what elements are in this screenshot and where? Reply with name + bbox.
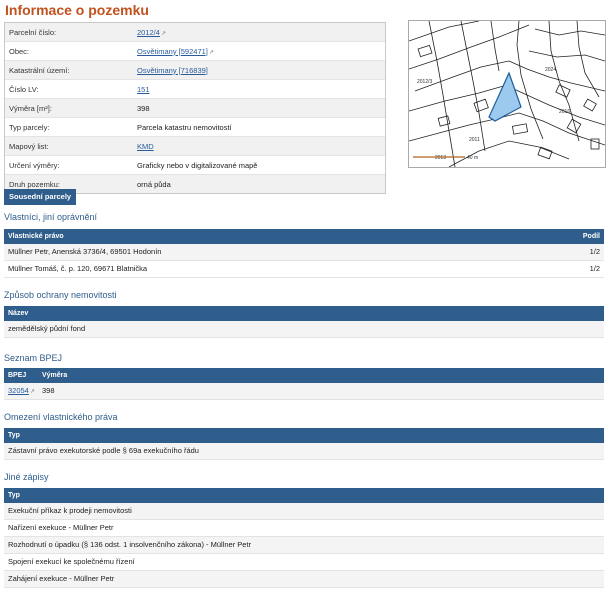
owners-col-share: Podíl: [582, 233, 600, 240]
info-row: [5, 137, 385, 156]
info-row: [5, 23, 385, 42]
owner-name: Müllner Petr, Anenská 3736/4, 69501 Hodonín: [8, 247, 162, 256]
info-value-link[interactable]: KMD: [137, 141, 154, 151]
info-row: [5, 156, 385, 175]
bpej-table: [4, 368, 604, 400]
info-value: Parcela katastru nemovitostí: [137, 122, 232, 132]
external-link-icon: ↗: [160, 30, 166, 37]
protection-name: zemědělský půdní fond: [8, 324, 86, 333]
bpej-row: [4, 383, 604, 400]
restrictions-col-type: Typ: [8, 432, 20, 439]
protection-col-name: Název: [8, 310, 29, 317]
info-row: [5, 42, 385, 61]
protection-table: [4, 306, 604, 338]
svg-text:2024: 2024: [545, 67, 557, 73]
info-value-link[interactable]: 151: [137, 84, 150, 94]
info-row: [5, 118, 385, 137]
page-title: Informace o pozemku: [5, 2, 149, 18]
owner-share: 1/2: [589, 264, 600, 273]
info-row: [5, 61, 385, 80]
info-value-cell: [137, 85, 385, 94]
owners-table-header: [4, 229, 604, 244]
bpej-col-area: Výměra: [42, 372, 68, 379]
other-record-row: [4, 537, 604, 554]
restrictions-table-header: [4, 428, 604, 443]
info-label: Číslo LV:: [9, 84, 39, 94]
owner-row: [4, 244, 604, 261]
info-value-link[interactable]: 2012/4: [137, 27, 160, 37]
info-label: Druh pozemku:: [9, 179, 60, 189]
external-link-icon: ↗: [208, 49, 214, 56]
info-label: Katastrální území:: [9, 65, 70, 75]
protection-row: [4, 321, 604, 338]
protection-heading: Způsob ochrany nemovitosti: [4, 290, 117, 300]
info-value-cell: [137, 66, 385, 75]
info-label: Typ parcely:: [9, 122, 50, 132]
other-record-row: [4, 554, 604, 571]
bpej-table-header: [4, 368, 604, 383]
other-record-row: [4, 503, 604, 520]
info-label: Určení výměry:: [9, 160, 60, 170]
info-value: 398: [137, 103, 150, 113]
other-record-row: [4, 571, 604, 588]
info-row: [5, 80, 385, 99]
owners-table: [4, 229, 604, 278]
info-value-cell: [137, 180, 385, 189]
info-value: Graficky nebo v digitalizované mapě: [137, 160, 258, 170]
svg-text:2011: 2011: [469, 137, 480, 143]
owners-heading: Vlastníci, jiní oprávnění: [4, 212, 98, 222]
other-record-type: Rozhodnutí o úpadku (§ 136 odst. 1 insolvenčního zákona) - Müllner Petr: [8, 540, 252, 549]
info-value-cell: [137, 47, 385, 56]
bpej-area: 398: [42, 386, 55, 395]
other-records-heading: Jiné zápisy: [4, 472, 49, 482]
svg-text:2013: 2013: [435, 155, 447, 161]
bpej-code-link[interactable]: 32054: [8, 386, 29, 395]
owners-col-right: Vlastnické právo: [8, 233, 64, 240]
other-record-row: [4, 520, 604, 537]
info-value: orná půda: [137, 179, 171, 189]
info-value-link[interactable]: Osvětimany [592471]: [137, 46, 208, 56]
info-value-cell: [137, 28, 385, 37]
info-row: [5, 99, 385, 118]
bpej-heading: Seznam BPEJ: [4, 353, 63, 363]
bpej-code-cell: [8, 383, 42, 399]
info-value-cell: [137, 161, 385, 170]
parcel-info-table: [4, 22, 386, 194]
restrictions-heading: Omezení vlastnického práva: [4, 412, 118, 422]
other-record-type: Exekuční příkaz k prodeji nemovitosti: [8, 506, 132, 515]
external-link-icon: ↗: [29, 389, 35, 395]
bpej-col-code: BPEJ: [8, 372, 27, 379]
other-record-type: Spojení exekucí ke společnému řízení: [8, 557, 135, 566]
restriction-type: Zástavní právo exekutorské podle § 69a exekučního řádu: [8, 446, 199, 455]
neighbor-parcels-button[interactable]: Sousední parcely: [4, 189, 76, 205]
owner-share: 1/2: [589, 247, 600, 256]
owner-name: Müllner Tomáš, č. p. 120, 69671 Blatnička: [8, 264, 148, 273]
map-scale-label: 40 m: [467, 155, 479, 161]
other-col-type: Typ: [8, 492, 20, 499]
cadastral-map[interactable]: [408, 20, 606, 168]
restriction-row: [4, 443, 604, 460]
info-value-cell: [137, 142, 385, 151]
owner-row: [4, 261, 604, 278]
map-drawing: [409, 21, 605, 167]
svg-text:2012/3: 2012/3: [417, 79, 433, 85]
info-value-link[interactable]: Osvětimany [716839]: [137, 65, 208, 75]
info-value-cell: [137, 123, 385, 132]
restrictions-table: [4, 428, 604, 460]
other-record-type: Nařízení exekuce - Müllner Petr: [8, 523, 114, 532]
protection-table-header: [4, 306, 604, 321]
other-record-type: Zahájení exekuce - Müllner Petr: [8, 574, 115, 583]
info-value-cell: [137, 104, 385, 113]
info-label: Parcelní číslo:: [9, 27, 57, 37]
other-records-table-header: [4, 488, 604, 503]
info-label: Výměra [m²]:: [9, 103, 52, 113]
info-label: Obec:: [9, 46, 30, 56]
other-records-table: [4, 488, 604, 588]
svg-text:2016: 2016: [559, 109, 571, 115]
info-label: Mapový list:: [9, 141, 49, 151]
